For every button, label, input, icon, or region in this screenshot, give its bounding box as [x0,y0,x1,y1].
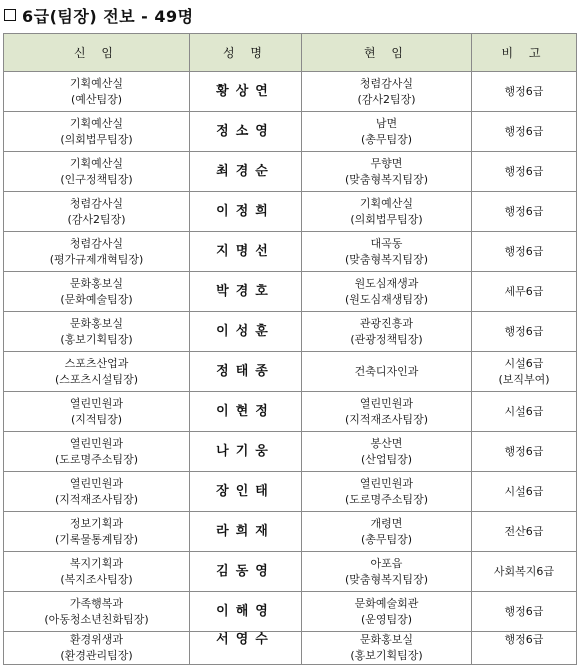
new-post-cell [4,432,190,472]
table-row [4,392,577,432]
new-post-cell-line: 기획예산실 [69,76,124,90]
table-row [4,272,577,312]
note-cell-line: 행정6급 [504,604,544,618]
current-post-cell-line: 문화예술회관 [354,596,419,610]
new-post-cell-line: (예산팀장) [70,92,123,106]
new-post-cell-line: 복지기획과 [69,556,124,570]
table-row [4,112,577,152]
current-post-cell [302,432,472,472]
note-cell-line: 전산6급 [504,524,544,538]
current-post-cell [302,192,472,232]
name-cell-line: 이해영 [216,603,275,619]
name-cell [190,312,302,352]
table-row [4,592,577,632]
personnel-table [3,33,577,665]
current-post-cell-line: (맞춤형복지팀장) [345,572,428,586]
new-post-cell-line: 문화홍보실 [69,316,124,330]
new-post-cell-line: (복지조사팀장) [60,572,133,586]
checkbox-square-icon [4,9,16,21]
current-post-cell-line: 남면 [375,116,398,130]
table-row [4,232,577,272]
note-cell-line: 행정6급 [504,244,544,258]
new-post-cell-line: (지적재조사팀장) [55,492,138,506]
current-post-cell [302,472,472,512]
current-post-cell-line: (원도심재생팀장) [345,292,428,306]
new-post-cell [4,512,190,552]
name-cell [190,272,302,312]
table-row [4,632,577,665]
current-post-cell-line: (산업팀장) [360,452,413,466]
table-row [4,72,577,112]
new-post-cell-line: 열린민원과 [69,396,124,410]
new-post-cell [4,192,190,232]
new-post-cell-line: 청렴감사실 [69,196,124,210]
note-cell-line: 행정6급 [504,204,544,218]
table-row [4,512,577,552]
name-cell [190,72,302,112]
header-name: 성 명 [190,34,302,72]
new-post-cell-line: 청렴감사실 [69,236,124,250]
note-cell [472,272,577,312]
note-cell [472,552,577,592]
current-post-cell-line: (관광정책팀장) [350,332,423,346]
new-post-cell-line: 기획예산실 [69,156,124,170]
note-cell [472,352,577,392]
new-post-cell-line: 열린민원과 [69,436,124,450]
new-post-cell-line: (도로명주소팀장) [55,452,138,466]
name-cell-line: 이정희 [216,203,275,219]
note-cell-line: 행정6급 [504,164,544,178]
new-post-cell-line: 환경위생과 [69,633,124,646]
name-cell-line: 최경순 [216,163,275,179]
current-post-cell-line: (운영팀장) [360,612,413,626]
current-post-cell-line: (의회법무팀장) [350,212,423,226]
note-cell [472,632,577,665]
current-post-cell-line: 기획예산실 [359,196,414,210]
new-post-cell [4,272,190,312]
name-cell-line: 황상연 [216,83,275,99]
new-post-cell [4,112,190,152]
current-post-cell [302,152,472,192]
current-post-cell-line: 아포읍 [370,556,403,570]
new-post-cell-line: 열린민원과 [69,476,124,490]
new-post-cell-line: 정보기획과 [69,516,124,530]
table-row [4,552,577,592]
current-post-cell-line: 열린민원과 [359,476,414,490]
new-post-cell-line: 가족행복과 [69,596,124,610]
current-post-cell-line: 관광진흥과 [359,316,414,330]
name-cell [190,592,302,632]
new-post-cell-line: (의회법무팀장) [60,132,133,146]
current-post-cell [302,632,472,665]
current-post-cell-line: (홍보기획팀장) [350,649,423,662]
current-post-cell-line: (도로명주소팀장) [345,492,428,506]
current-post-cell [302,312,472,352]
current-post-cell [302,232,472,272]
new-post-cell [4,392,190,432]
name-cell-line: 장인태 [216,483,275,499]
name-cell-line: 김동영 [216,563,275,579]
name-cell [190,552,302,592]
current-post-cell [302,112,472,152]
table-row [4,312,577,352]
note-cell-line: 행정6급 [504,84,544,98]
new-post-cell-line: (인구정책팀장) [60,172,133,186]
name-cell-line: 라희재 [216,523,275,539]
current-post-cell [302,352,472,392]
current-post-cell-line: (맞춤형복지팀장) [345,172,428,186]
name-cell-line: 박경호 [216,283,275,299]
name-cell-line: 정소영 [216,123,275,139]
new-post-cell [4,552,190,592]
current-post-cell-line: 원도심재생과 [354,276,419,290]
new-post-cell-line: 문화홍보실 [69,276,124,290]
header-new-post: 신 임 [4,34,190,72]
header-note: 비 고 [472,34,577,72]
note-cell [472,392,577,432]
name-cell [190,232,302,272]
header-row [4,34,577,72]
name-cell [190,432,302,472]
header-current-post: 현 임 [302,34,472,72]
title-text: 6급(팀장) 전보 - 49명 [22,6,194,26]
new-post-cell-line: (감사2팀장) [67,212,126,226]
current-post-cell [302,72,472,112]
new-post-cell [4,592,190,632]
new-post-cell [4,352,190,392]
current-post-cell [302,552,472,592]
new-post-cell-line: 스포츠산업과 [64,356,129,370]
note-cell-line: 행정6급 [504,124,544,138]
new-post-cell-line: (아동청소년친화팀장) [44,612,149,626]
new-post-cell [4,232,190,272]
table-row [4,472,577,512]
current-post-cell-line: (총무팀장) [360,532,413,546]
current-post-cell-line: (지적재조사팀장) [345,412,428,426]
name-cell-line: 서영수 [216,632,275,647]
page-title [4,3,194,27]
note-cell [472,472,577,512]
name-cell-line: 이성훈 [216,323,275,339]
new-post-cell-line: (기록물통계팀장) [55,532,138,546]
new-post-cell [4,72,190,112]
note-cell [472,312,577,352]
current-post-cell [302,272,472,312]
table-row [4,432,577,472]
current-post-cell-line: 문화홍보실 [359,633,414,646]
note-cell-line: (보직부여) [498,372,550,386]
current-post-cell-line: (감사2팀장) [357,92,416,106]
note-cell-line: 세무6급 [504,284,544,298]
current-post-cell-line: 대곡동 [370,236,403,250]
current-post-cell-line: 청렴감사실 [359,76,414,90]
name-cell-line: 정태종 [216,363,275,379]
current-post-cell-line: 봉산면 [370,436,403,450]
current-post-cell-line: (맞춤형복지팀장) [345,252,428,266]
current-post-cell-line: 무향면 [370,156,403,170]
current-post-cell-line: (총무팀장) [360,132,413,146]
current-post-cell [302,512,472,552]
note-cell [472,152,577,192]
table-row [4,152,577,192]
name-cell-line: 나기웅 [216,443,275,459]
new-post-cell-line: (환경관리팀장) [60,649,133,662]
current-post-cell [302,592,472,632]
name-cell [190,112,302,152]
note-cell-line: 시설6급 [504,484,544,498]
name-cell [190,392,302,432]
name-cell [190,632,302,665]
note-cell [472,232,577,272]
current-post-cell-line: 개령면 [370,516,403,530]
note-cell [472,432,577,472]
new-post-cell-line: 기획예산실 [69,116,124,130]
table-row [4,192,577,232]
new-post-cell [4,152,190,192]
note-cell [472,592,577,632]
note-cell-line: 행정6급 [504,444,544,458]
note-cell-line: 행정6급 [504,633,544,646]
new-post-cell-line: (스포츠시설팀장) [55,372,138,386]
current-post-cell [302,392,472,432]
new-post-cell-line: (평가규제개혁팀장) [49,252,144,266]
note-cell-line: 시설6급 [504,404,544,418]
note-cell-line: 시설6급 [504,356,544,370]
new-post-cell-line: (지적팀장) [70,412,123,426]
note-cell [472,112,577,152]
note-cell-line: 사회복지6급 [493,564,555,578]
name-cell [190,472,302,512]
new-post-cell-line: (홍보기획팀장) [60,332,133,346]
new-post-cell-line: (문화예술팀장) [60,292,133,306]
name-cell [190,152,302,192]
note-cell [472,72,577,112]
name-cell [190,192,302,232]
new-post-cell [4,312,190,352]
new-post-cell [4,472,190,512]
current-post-cell-line: 열린민원과 [359,396,414,410]
current-post-cell-line: 건축디자인과 [354,364,419,378]
table-row [4,352,577,392]
name-cell [190,512,302,552]
name-cell-line: 이현정 [216,403,275,419]
note-cell-line: 행정6급 [504,324,544,338]
name-cell-line: 지명선 [216,243,275,259]
note-cell [472,192,577,232]
note-cell [472,512,577,552]
new-post-cell [4,632,190,665]
name-cell [190,352,302,392]
